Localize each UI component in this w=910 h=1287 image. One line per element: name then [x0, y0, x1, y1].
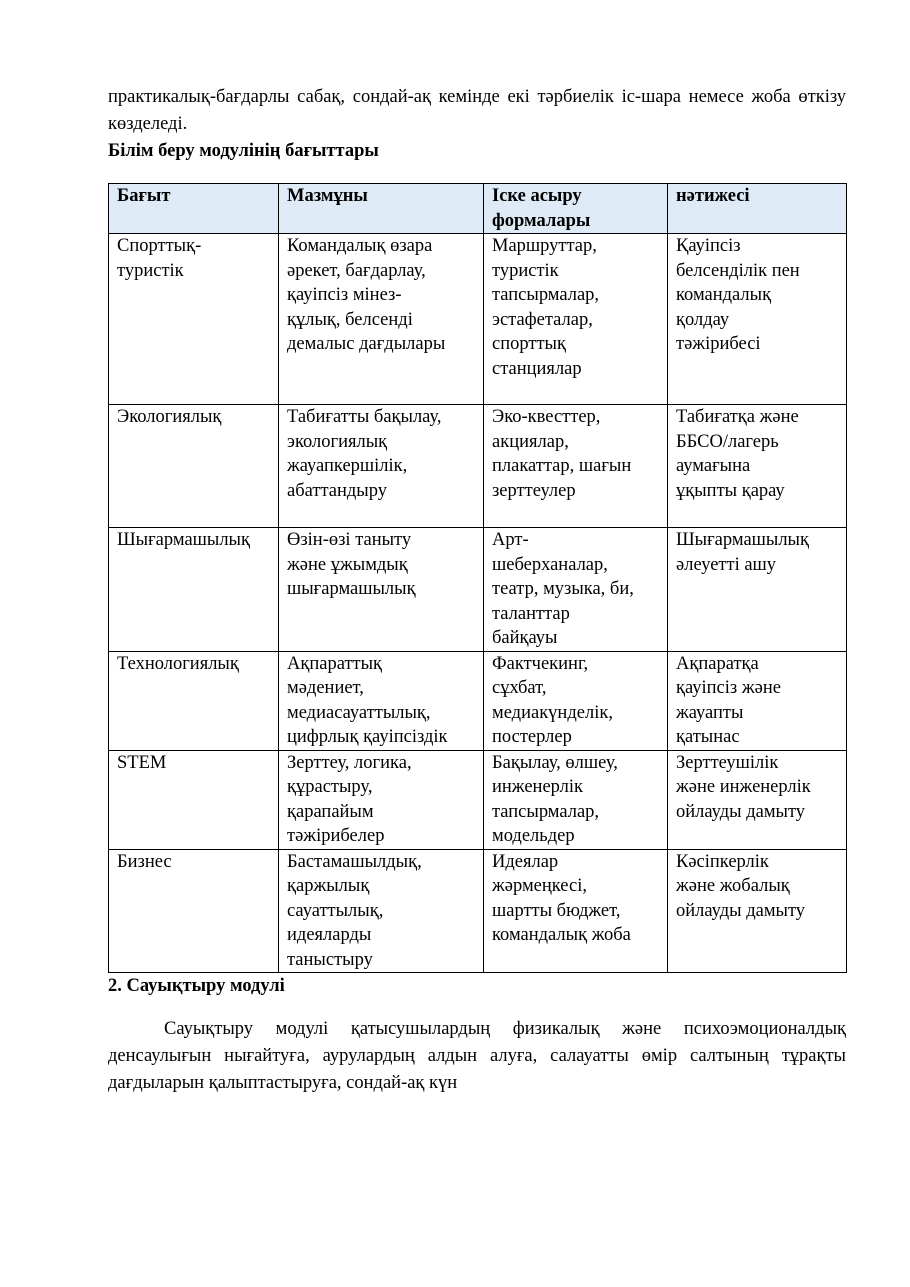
table-cell: Қауіпсіз белсенділік пен командалық қолдау тәжірибесі	[668, 234, 847, 405]
table-row	[109, 849, 847, 973]
table-cell: Бизнес	[109, 849, 279, 973]
table-cell: Шығармашылық	[109, 528, 279, 652]
header-direction: Бағыт	[109, 184, 279, 234]
table-row	[109, 528, 847, 652]
table-cell: Зерттеу, логика, құрастыру, қарапайым тәжірибелер	[279, 750, 484, 849]
table-cell: Командалық өзара әрекет, бағдарлау, қауіпсіз мінез- құлық, белсенді демалыс дағдылары	[279, 234, 484, 405]
table-cell: Арт- шеберханалар, театр, музыка, би, таланттар байқауы	[484, 528, 668, 652]
table-row	[109, 234, 847, 405]
table-cell: Эко-квесттер, акциялар, плакаттар, шағын зерттеулер	[484, 405, 668, 528]
table-cell: Фактчекинг, сұхбат, медиакүнделік, постерлер	[484, 651, 668, 750]
table-cell: Бақылау, өлшеу, инженерлік тапсырмалар, модельдер	[484, 750, 668, 849]
table-cell: Шығармашылық әлеуетті ашу	[668, 528, 847, 652]
table-cell: Табиғатты бақылау, экологиялық жауапкершілік, абаттандыру	[279, 405, 484, 528]
table-cell: Спорттық- туристік	[109, 234, 279, 405]
header-content: Мазмұны	[279, 184, 484, 234]
document-page	[108, 84, 846, 1097]
header-result: нәтижесі	[668, 184, 847, 234]
table-cell: Табиғатқа және ББСО/лагерь аумағына ұқыпты қарау	[668, 405, 847, 528]
modules-table	[108, 183, 847, 973]
table-cell: Кәсіпкерлік және жобалық ойлауды дамыту	[668, 849, 847, 973]
table-cell: Зерттеушілік және инженерлік ойлауды дамыту	[668, 750, 847, 849]
header-forms: Іске асыру формалары	[484, 184, 668, 234]
table-cell: Маршруттар, туристік тапсырмалар, эстафеталар, спорттық станциялар	[484, 234, 668, 405]
table-row	[109, 405, 847, 528]
table-cell: Ақпаратқа қауіпсіз және жауапты қатынас	[668, 651, 847, 750]
table-cell: Экологиялық	[109, 405, 279, 528]
table-header-row	[109, 184, 847, 234]
table-cell: Өзін-өзі таныту және ұжымдық шығармашылық	[279, 528, 484, 652]
table-cell: Технологиялық	[109, 651, 279, 750]
table-cell: Бастамашылдық, қаржылық сауаттылық, идеяларды таныстыру	[279, 849, 484, 973]
intro-paragraph: практикалық-бағдарлы сабақ, сондай-ақ кемінде екі тәрбиелік іс-шара немесе жоба өткізу көзделеді.	[108, 87, 846, 134]
table-row	[109, 651, 847, 750]
section-heading: 2. Сауықтыру модулі	[108, 976, 285, 996]
table-cell: Идеялар жәрмеңкесі, шартты бюджет, командалық жоба	[484, 849, 668, 973]
table-cell: STEM	[109, 750, 279, 849]
table-cell: Ақпараттық мәдениет, медиасауаттылық, цифрлық қауіпсіздік	[279, 651, 484, 750]
table-row	[109, 750, 847, 849]
section-paragraph: Сауықтыру модулі қатысушылардың физикалық және психоэмоционалдық денсаулығын нығайтуға, аурулардың алдын алуға, салауатты өмір салтының тұрақты дағдыларын қалыптастыруға, сондай-ақ күн	[108, 1019, 846, 1093]
table-title: Білім беру модулінің бағыттары	[108, 141, 379, 161]
